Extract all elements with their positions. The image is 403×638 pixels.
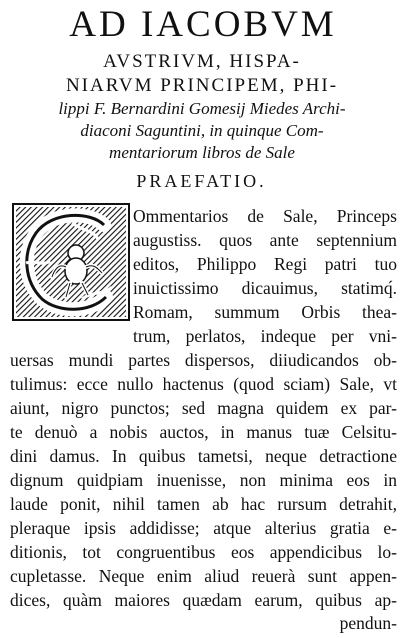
body-line: aiunt, nigro punctos; sed magna quidem ex par- [10,398,397,418]
body-line: cupletasse. Neque enim aliud reuerà sunt appen- [10,566,397,586]
body-line: te denuò a nobis auctos, in manus tuæ Celsitu- [10,422,397,442]
heading-line-2: AVSTRIVM, HISPA- [103,51,301,72]
heading-line-5: diaconi Saguntini, in quinque Com- [80,121,324,140]
catchword: pendun- [339,613,397,633]
body-line: pleraque ipsis addidisse; atque alterius gratia e- [10,518,397,538]
body-line: tulimus: ecce nullo hactenus (quod sciam) Sale, vt [10,374,397,394]
body-line: augustiss. quos ante septennium [133,230,397,250]
heading-line-1: AD IACOBVM [69,4,337,45]
heading-line-4: lippi F. Bernardini Gomesij Miedes Archi- [58,99,346,118]
body-line: dignum quidpiam inuenisse, non minima eos in [10,470,397,490]
section-title: PRAEFATIO. [136,171,267,191]
body-line: trum, perlatos, indeque per vni- [133,326,397,346]
body-line: editos, Philippo Regi patri tuo [133,254,397,274]
body-line: laude ponit, nihil tamen ab hac rursum detrahit, [10,494,397,514]
body-line: dices, quàm maiores quædam earum, quibus ap- [10,590,397,610]
woodcut-initial-illustration [12,203,130,321]
heading-line-3: NIARVM PRINCIPEM, PHI- [65,75,339,96]
heading-line-6: mentariorum libros de Sale [109,143,295,162]
body-line: ditionis, tot congruentibus eos appendicibus lo- [10,542,397,562]
decorated-initial-c [12,203,130,321]
body-line: inuictissimo dicauimus, statimq́. [133,278,397,298]
body-line: dini damus. In quibus tametsi, neque detractione [10,446,397,466]
body-line: uersas mundi partes dispersos, diiudicandos ob- [10,350,397,370]
body-line: Romam, summum Orbis thea- [133,302,397,322]
body-line: Ommentarios de Sale, Princeps [133,206,397,226]
